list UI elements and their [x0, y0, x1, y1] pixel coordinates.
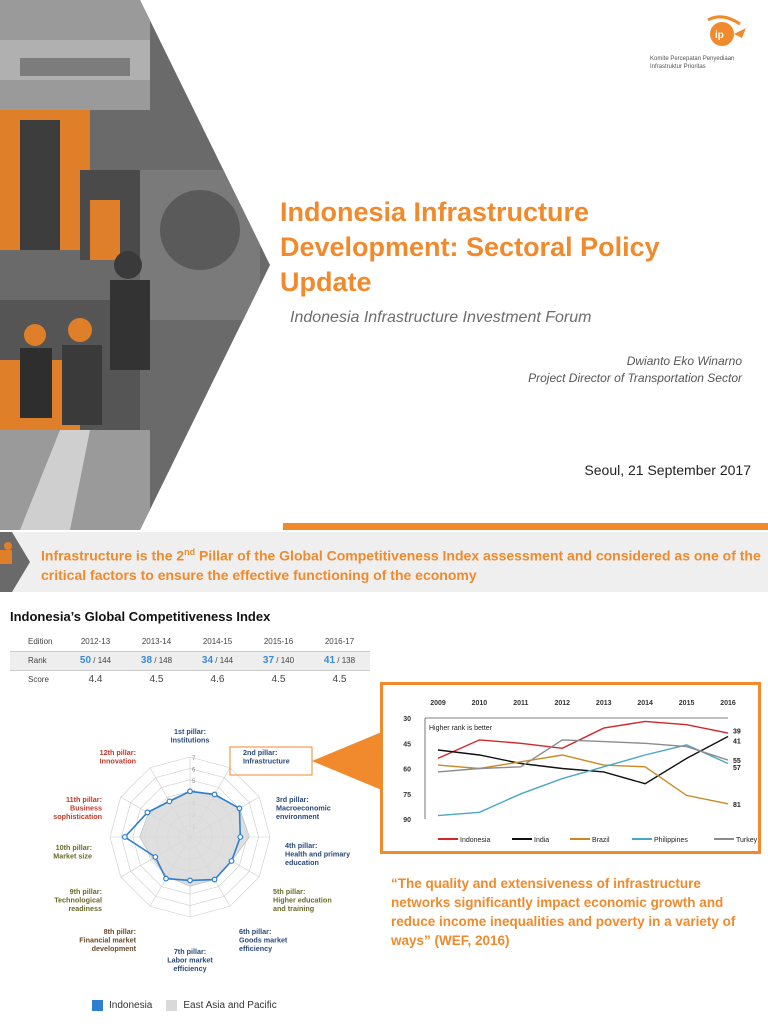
- radar-indonesia-point: [237, 806, 242, 811]
- rank-total: / 140: [276, 656, 295, 665]
- radar-pillar-label: Institutions: [170, 735, 210, 745]
- logo-caption: [650, 55, 760, 71]
- x-tick-label: 2014: [637, 700, 653, 707]
- region-swatch: [166, 1000, 177, 1011]
- rank-value: 50: [79, 655, 92, 666]
- y-tick-label: 75: [403, 791, 411, 799]
- radar-indonesia-point: [238, 835, 243, 840]
- x-tick-label: 2010: [471, 700, 488, 707]
- logo-caption-line2: Infrastruktur Prioritas: [650, 64, 706, 70]
- score-cell: 4.4: [88, 674, 103, 686]
- rank-label: Rank: [10, 651, 65, 670]
- legend-label: Turkey: [736, 837, 758, 844]
- score-cell: 4.5: [332, 674, 347, 686]
- radar-pillar-label: 6th pillar:: [239, 927, 272, 936]
- radar-scale-label: 7: [192, 756, 196, 762]
- wef-quote: “The quality and extensiveness of infrastructure networks significantly impact economic growth and reduce income inequalities and poverty in a variety of ways” (WEF, 2016): [391, 876, 736, 948]
- table-row-score: [10, 670, 370, 689]
- radar-legend: [92, 1000, 277, 1011]
- radar-pillar-label: development: [91, 944, 136, 953]
- radar-indonesia-point: [212, 877, 217, 882]
- radar-pillar-label: Macroeconomic: [276, 803, 331, 813]
- radar-indonesia-point: [153, 855, 158, 860]
- infrastructure-photo-collage: [0, 0, 270, 530]
- radar-pillar-label: 12th pillar:: [99, 748, 136, 757]
- indonesia-swatch: [92, 1000, 103, 1011]
- edition-cell: 2012-13: [80, 636, 111, 646]
- radar-pillar-label: readiness: [68, 904, 102, 913]
- radar-pillar-label: efficiency: [239, 944, 273, 953]
- presenter-name: Dwianto Eko Winarno: [626, 354, 742, 368]
- radar-pillar-label: 3rd pillar:: [276, 795, 309, 804]
- legend-label: Indonesia: [460, 837, 491, 844]
- end-value-label: 39: [733, 728, 741, 736]
- end-value-label: 41: [733, 738, 741, 746]
- radar-pillar-label: 11th pillar:: [66, 795, 102, 804]
- x-tick-label: 2013: [595, 700, 612, 707]
- presentation-date: Seoul, 21 September 2017: [584, 462, 751, 478]
- radar-pillar-label: 4th pillar:: [285, 841, 318, 850]
- end-value-label: 81: [733, 801, 741, 809]
- wef-infrastructure-rank-line-chart: [383, 685, 758, 851]
- x-tick-label: 2012: [554, 700, 571, 707]
- radar-pillar-label: 5th pillar:: [273, 887, 306, 896]
- rank-value: 38: [140, 655, 153, 666]
- end-value-label: 57: [733, 764, 741, 772]
- radar-indonesia-point: [188, 878, 193, 883]
- x-tick-label: 2015: [678, 700, 695, 707]
- edition-label: Edition: [28, 636, 53, 646]
- score-label: Score: [28, 675, 49, 685]
- radar-pillar-label: efficiency: [173, 964, 207, 973]
- radar-indonesia-point: [164, 876, 169, 881]
- score-cell: 4.6: [210, 674, 225, 686]
- gci-section-title: Indonesia’s Global Competitiveness Index: [10, 609, 271, 624]
- end-value-label: 55: [733, 758, 741, 766]
- gci-slide: [0, 532, 768, 1024]
- kppip-logo: [700, 14, 746, 50]
- rank-cell: [309, 651, 370, 670]
- headline-part1: Infrastructure is the 2: [41, 547, 185, 564]
- y-tick-label: 30: [403, 716, 411, 723]
- radar-pillar-label: environment: [276, 812, 320, 821]
- radar-pillar-label: 1st pillar:: [174, 727, 206, 736]
- rank-total: / 148: [154, 656, 173, 665]
- chart-annotation: Higher rank is better: [429, 725, 493, 732]
- radar-indonesia-point: [229, 859, 234, 864]
- legend-label: Brazil: [592, 837, 610, 844]
- radar-pillar-label: education: [285, 858, 319, 867]
- legend-label: Philippines: [654, 837, 688, 844]
- edition-cell: 2014-15: [202, 636, 233, 646]
- rank-total: / 144: [215, 656, 234, 665]
- y-tick-label: 45: [403, 741, 411, 749]
- y-tick-label: 60: [403, 766, 411, 774]
- radar-scale-label: 6: [192, 767, 196, 774]
- radar-pillar-label: Financial market: [79, 935, 136, 945]
- rank-line-chart-panel: [380, 682, 761, 854]
- score-cell: 4.5: [271, 674, 286, 686]
- radar-pillar-label: 8th pillar:: [103, 927, 136, 936]
- radar-pillar-label: Higher education: [273, 895, 332, 905]
- y-tick-label: 90: [403, 817, 411, 824]
- radar-pillar-label: 2nd pillar:: [243, 748, 278, 757]
- radar-scale-label: 5: [192, 778, 196, 785]
- headline-text: [41, 543, 761, 585]
- radar-indonesia-point: [123, 835, 128, 840]
- radar-pillar-label: Innovation: [99, 756, 136, 766]
- callout-pointer: [312, 731, 384, 791]
- rank-cell: [187, 651, 248, 670]
- rank-value: 37: [262, 655, 275, 666]
- table-row-rank: [10, 651, 370, 670]
- headline-superscript: nd: [184, 547, 196, 557]
- banner-thumbnail-image: [0, 532, 32, 592]
- legend-indonesia-label: Indonesia: [109, 1000, 153, 1011]
- presenter-role: Project Director of Transportation Sector: [528, 371, 742, 385]
- edition-cell: 2013-14: [141, 636, 172, 646]
- radar-pillar-label: Labor market: [167, 955, 213, 965]
- headline-banner: [0, 532, 768, 592]
- x-tick-label: 2011: [513, 700, 529, 707]
- radar-pillar-label: Infrastructure: [243, 756, 290, 766]
- radar-pillar-label: Goods market: [239, 935, 288, 945]
- radar-pillar-label: 10th pillar:: [55, 843, 92, 852]
- score-cell: 4.5: [149, 674, 164, 686]
- headline-part2: Pillar of the Global Competitiveness Index assessment and considered as one of the critical factors to ensure the effective functioning of the economy: [41, 547, 761, 583]
- radar-pillar-label: Technological: [54, 895, 102, 905]
- legend-region-label: East Asia and Pacific: [183, 1000, 277, 1011]
- rank-total: / 138: [337, 656, 356, 665]
- rank-cell: [248, 651, 309, 670]
- divider-bar: [283, 523, 768, 530]
- logo-caption-line1: Komite Percepatan Penyediaan: [650, 56, 735, 62]
- presenter-block: [528, 353, 742, 387]
- radar-pillar-label: sophistication: [53, 812, 102, 821]
- radar-pillar-label: and training: [273, 904, 315, 913]
- x-tick-label: 2016: [720, 700, 736, 707]
- slide-title: Indonesia Infrastructure Development: Sectoral Policy Update: [280, 197, 660, 297]
- edition-cell: 2016-17: [324, 636, 355, 646]
- edition-cell: 2015-16: [263, 636, 294, 646]
- rank-value: 34: [201, 655, 214, 666]
- radar-indonesia-point: [188, 789, 193, 794]
- radar-pillar-label: 9th pillar:: [69, 887, 102, 896]
- table-header-row: [10, 632, 370, 651]
- radar-pillar-label: Market size: [53, 851, 92, 861]
- series-line-brazil: [438, 755, 728, 804]
- radar-pillar-label: Health and primary: [285, 849, 351, 859]
- rank-total: / 144: [93, 656, 112, 665]
- rank-cell: [126, 651, 187, 670]
- rank-cell: [65, 651, 126, 670]
- svg-text:ip: ip: [715, 30, 724, 41]
- x-tick-label: 2009: [430, 700, 446, 707]
- radar-indonesia-point: [212, 792, 217, 797]
- legend-label: India: [534, 837, 550, 844]
- slide-subtitle: Indonesia Infrastructure Investment Forum: [290, 309, 592, 326]
- rank-value: 41: [323, 655, 336, 666]
- radar-indonesia-point: [167, 799, 172, 804]
- radar-pillar-label: Business: [70, 803, 102, 813]
- radar-indonesia-point: [145, 810, 150, 815]
- radar-pillar-label: 7th pillar:: [173, 947, 207, 956]
- gci-table: [10, 632, 370, 689]
